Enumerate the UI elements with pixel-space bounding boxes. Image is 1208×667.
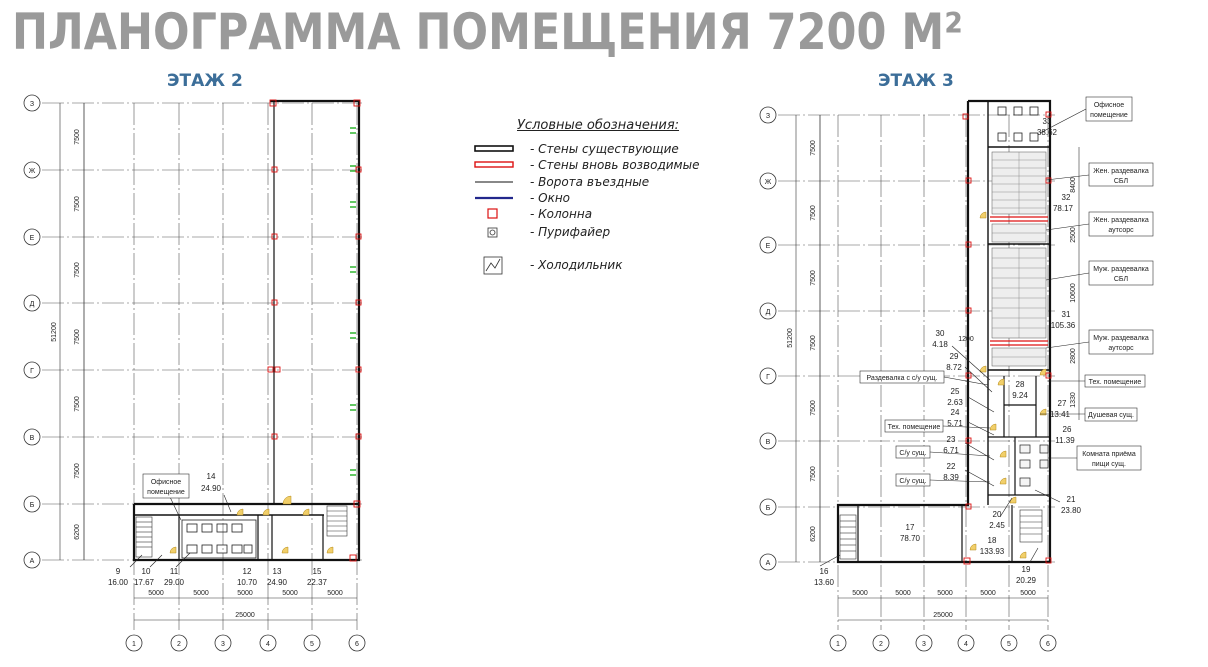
f2-row-dim: 7500 — [74, 463, 81, 479]
f2-total-height: 51200 — [51, 322, 58, 342]
f2-axis-row-0: З — [29, 101, 35, 108]
f2-axis-col-2: 3 — [221, 641, 225, 648]
f2-room-num: 10 — [141, 567, 151, 576]
f3-room-num: 19 — [1021, 565, 1031, 574]
page-title: ПЛАНОГРАММА ПОМЕЩЕНИЯ 7200 М² — [12, 3, 963, 61]
f3-total-height: 51200 — [787, 328, 794, 348]
floor3-row-axis-markers — [760, 107, 776, 570]
floor2-office-desks — [182, 520, 256, 558]
f3-callout-m-out-2: аутсорс — [1108, 345, 1134, 352]
f3-room-area: 38.62 — [1036, 128, 1058, 137]
f3-callout-w-sbl-1: Жен. раздевалка — [1093, 168, 1149, 175]
f3-room-num: 31 — [1061, 310, 1071, 319]
floor2-plan — [24, 95, 365, 651]
f2-axis-row-5: В — [29, 435, 35, 442]
f3-room-area: 13.41 — [1049, 410, 1071, 419]
f3-room-area: 133.93 — [979, 547, 1005, 556]
f3-row-dim: 7500 — [810, 140, 817, 156]
f3-room-area: 8.39 — [943, 473, 959, 482]
f3-room-area: 13.60 — [813, 578, 835, 587]
floor3-plan — [760, 97, 1153, 651]
f3-col-dim: 5000 — [980, 590, 996, 597]
f3-axis-row-1: Ж — [764, 179, 772, 186]
f3-room-num: 22 — [946, 462, 956, 471]
floor2-columns — [268, 100, 361, 561]
f2-room14-num: 14 — [206, 472, 216, 481]
f3-room-num: 24 — [950, 408, 960, 417]
f2-room-area: 29.00 — [163, 578, 185, 587]
f3-callout-locker-wc: Раздевалка с с/у сущ. — [866, 375, 938, 382]
f3-callout-w-out-1: Жен. раздевалка — [1093, 217, 1149, 224]
f3-room-num: 21 — [1066, 495, 1076, 504]
f2-axis-col-1: 2 — [177, 641, 181, 648]
f2-row-dim: 7500 — [74, 129, 81, 145]
legend-existing-walls: - Стены существующие — [530, 142, 679, 156]
legend-symbols — [475, 146, 513, 274]
f2-room-num: 11 — [169, 567, 179, 576]
f2-row-dim: 7500 — [74, 262, 81, 278]
f3-inner-dim: 1200 — [958, 336, 974, 343]
f3-room-num: 25 — [950, 387, 960, 396]
f3-callout-m-sbl-1: Муж. раздевалка — [1093, 266, 1149, 273]
f3-callout-m-out-1: Муж. раздевалка — [1093, 335, 1149, 342]
f3-callout-wc-2: С/у сущ. — [899, 478, 927, 485]
f3-row-dim: 7500 — [810, 335, 817, 351]
f3-room-area: 5.71 — [947, 419, 963, 428]
f2-col-dim: 5000 — [327, 590, 343, 597]
f3-callout-office-2: помещение — [1090, 112, 1128, 119]
f2-axis-row-1: Ж — [28, 168, 36, 175]
f3-axis-col-5: 6 — [1046, 641, 1050, 648]
f3-callout-office-1: Офисное — [1093, 102, 1125, 109]
f2-col-dim: 5000 — [148, 590, 164, 597]
f2-room-area: 22.37 — [306, 578, 328, 587]
f3-row-dim: 7500 — [810, 466, 817, 482]
floor2-row-axis-markers — [24, 95, 40, 568]
f3-room-num: 29 — [949, 352, 959, 361]
f3-axis-row-5: В — [765, 439, 771, 446]
f3-room-num: 26 — [1062, 425, 1072, 434]
f3-col-dim: 5000 — [1020, 590, 1036, 597]
legend-new-walls: - Стены вновь возводимые — [530, 158, 700, 172]
f2-room-num: 15 — [312, 567, 322, 576]
f3-room-num: 18 — [987, 536, 997, 545]
f2-row-dim: 7500 — [74, 196, 81, 212]
f3-axis-row-4: Г — [766, 374, 770, 381]
floor2-col-axis-markers — [126, 635, 365, 651]
legend-title: Условные обозначения: — [517, 118, 680, 133]
f2-axis-col-5: 6 — [355, 641, 359, 648]
f3-inner-dim: 10600 — [1070, 283, 1077, 303]
f3-room-num: 20 — [992, 510, 1002, 519]
f3-callout-dining-1: Комната приёма — [1082, 451, 1136, 458]
f3-inner-dim: 1330 — [1070, 392, 1077, 408]
legend-fridge: - Холодильник — [530, 258, 623, 272]
f3-callout-w-sbl-2: СБЛ — [1113, 178, 1129, 185]
legend-window: - Окно — [530, 191, 571, 205]
f3-room-area: 78.17 — [1052, 204, 1074, 213]
f3-callout-dining-2: пищи сущ. — [1091, 461, 1127, 468]
f2-total-width: 25000 — [235, 612, 255, 619]
floor2-title: ЭТАЖ 2 — [167, 71, 243, 91]
f3-room-num: 23 — [946, 435, 956, 444]
f3-room-area: 4.18 — [932, 340, 948, 349]
f3-room-area: 9.24 — [1012, 391, 1028, 400]
f3-inner-dim: 8400 — [1070, 177, 1077, 193]
f2-room-num: 9 — [115, 567, 121, 576]
f3-callout-tech-right: Тех. помещение — [1088, 379, 1142, 386]
f3-inner-dim: 2800 — [1070, 348, 1077, 364]
f3-axis-col-1: 2 — [879, 641, 883, 648]
f3-callout-wc-1: С/у сущ. — [899, 450, 927, 457]
floor3-col-axis-markers — [830, 635, 1056, 651]
f3-room-num: 16 — [819, 567, 829, 576]
f3-axis-col-2: 3 — [922, 641, 926, 648]
f3-room-num: 17 — [905, 523, 915, 532]
f3-inner-dim: 2500 — [1070, 227, 1077, 243]
f3-axis-col-4: 5 — [1007, 641, 1011, 648]
f3-axis-row-6: Б — [765, 505, 771, 512]
f3-room-num: 27 — [1057, 399, 1067, 408]
f3-total-width: 25000 — [933, 612, 953, 619]
f2-row-dim: 7500 — [74, 329, 81, 345]
f3-callout-w-out-2: аутсорс — [1108, 227, 1134, 234]
f2-axis-row-3: Д — [29, 301, 35, 308]
f3-room-area: 2.63 — [947, 398, 963, 407]
f2-col-dim: 5000 — [193, 590, 209, 597]
f2-axis-col-3: 4 — [266, 641, 270, 648]
f2-room-area: 10.70 — [236, 578, 258, 587]
f2-room-area: 17.67 — [133, 578, 155, 587]
f3-axis-col-3: 4 — [964, 641, 968, 648]
f2-room-area: 16.00 — [107, 578, 129, 587]
f2-room-num: 13 — [272, 567, 282, 576]
f2-room-area: 24.90 — [266, 578, 288, 587]
f2-office-label-line1: Офисное — [150, 479, 182, 486]
f3-axis-row-0: З — [765, 113, 771, 120]
f3-room-area: 78.70 — [899, 534, 921, 543]
f2-room14-area: 24.90 — [200, 484, 222, 493]
floor3-office-desks — [998, 107, 1038, 141]
f3-room-area: 105.36 — [1050, 321, 1076, 330]
f3-room-num: 33 — [1042, 117, 1052, 126]
f3-col-dim: 5000 — [895, 590, 911, 597]
f2-axis-row-4: Г — [30, 368, 34, 375]
f3-room-area: 11.39 — [1055, 436, 1075, 445]
f3-axis-row-7: А — [765, 560, 771, 567]
f2-axis-col-4: 5 — [310, 641, 314, 648]
f3-room-area: 2.45 — [989, 521, 1005, 530]
f3-axis-col-0: 1 — [836, 641, 840, 648]
f2-axis-col-0: 1 — [132, 641, 136, 648]
legend-purifier: - Пурифайер — [530, 225, 611, 239]
f3-room-area: 23.80 — [1060, 506, 1082, 515]
f2-col-dim: 5000 — [237, 590, 253, 597]
f2-axis-row-6: Б — [29, 502, 35, 509]
f3-row-dim: 6200 — [810, 526, 817, 542]
f3-callout-shower: Душевая сущ. — [1088, 412, 1134, 419]
f2-row-dim: 7500 — [74, 396, 81, 412]
f3-col-dim: 5000 — [852, 590, 868, 597]
f3-row-dim: 7500 — [810, 205, 817, 221]
f2-axis-row-7: А — [29, 558, 35, 565]
floor3-title: ЭТАЖ 3 — [878, 71, 954, 91]
f2-col-dim: 5000 — [282, 590, 298, 597]
f3-room-num: 28 — [1015, 380, 1025, 389]
f2-office-label-line2: помещение — [147, 489, 185, 496]
floor2-windows — [350, 128, 356, 475]
f3-row-dim: 7500 — [810, 270, 817, 286]
f2-axis-row-2: Е — [29, 235, 35, 242]
legend-column: - Колонна — [530, 207, 593, 221]
f2-row-dim: 6200 — [74, 524, 81, 540]
f3-axis-row-2: Е — [765, 243, 771, 250]
f2-room-num: 12 — [242, 567, 252, 576]
f3-axis-row-3: Д — [765, 309, 771, 316]
f3-room-num: 30 — [935, 329, 945, 338]
f3-room-area: 6.71 — [943, 446, 959, 455]
f3-room-num: 32 — [1061, 193, 1071, 202]
floor3-fixtures — [1020, 445, 1048, 486]
f3-callout-m-sbl-2: СБЛ — [1113, 276, 1129, 283]
f3-col-dim: 5000 — [937, 590, 953, 597]
f3-room-area: 20.29 — [1015, 576, 1037, 585]
f3-room-area: 8.72 — [946, 363, 962, 372]
f3-row-dim: 7500 — [810, 400, 817, 416]
legend-gates: - Ворота въездные — [530, 175, 650, 189]
f3-callout-tech-left: Тех. помещение — [887, 424, 941, 431]
